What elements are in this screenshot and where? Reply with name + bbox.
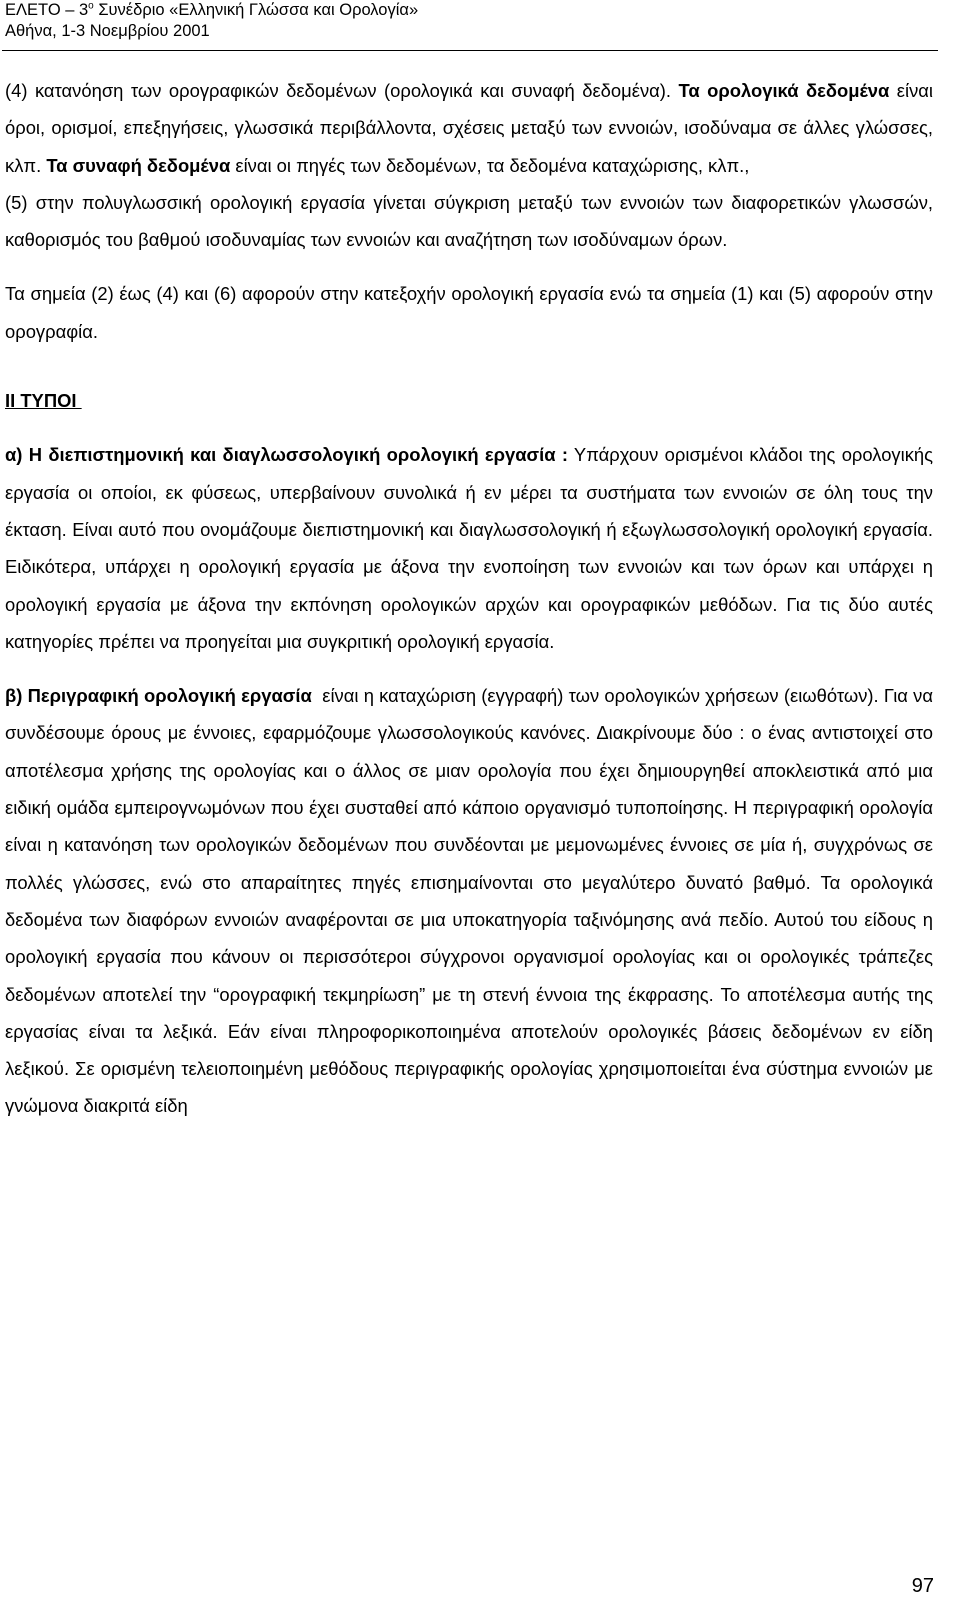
paragraph-item-5: (5) στην πολυγλωσσική ορολογική εργασία γίνεται σύγκριση μεταξύ των εννοιών των διαφορετικών γλωσσών, καθορισμός του βαθμού ισοδυναμίας των εννοιών και αναζήτηση των ισοδύναμων όρων. <box>5 191 933 251</box>
conference-title: ΕΛΕΤΟ – $3^o$ Συνέδριο «Ελληνική Γλώσσα και Ορολογία» <box>5 0 419 19</box>
conference-date: Αθήνα, 1-3 Νοεμβρίου 2001 <box>5 22 210 40</box>
bold-term-related-data: Τα συναφή δεδομένα <box>46 154 231 176</box>
paragraph-section-b: β) Περιγραφική ορολογική εργασία είναι η καταχώριση (εγγραφή) των ορολογικών χρήσεων (ειωθότων). Για να συνδέσουμε όρους με έννοιες, εφαρμόζουμε γλωσσολογικούς κανόνες. Διακρίνουμε δύο : ο ένας αντιστοιχεί στο αποτέλεσμα χρήσης της ορολογίας και ο άλλος σε μιαν ορολογία που έχει δημιουργηθεί αποκλειστικά από μια ειδική ομάδα εμπειρογνωμόνων που έχει συσταθεί από κάποιο οργανισμό τυποποίησης. Η περιγραφική ορολογία είναι η κατανόηση των ορολογικών δεδομένων που συνδέονται με μεμονωμένες έννοιες σε μία ή, συγχρόνως σε πολλές γλώσσες, ενώ στο απαραίτητες πηγές επισημαίνονται στο μεγαλύτερο δυνατό βαθμό. Τα ορολογικά δεδομένα των διαφόρων εννοιών αναφέρονται σε μια υποκατηγορία ταξινόμησης ανά πεδίο. Αυτού του είδους η ορολογική εργασία που κάνουν οι περισσότεροι σύγχρονοι οργανισμοί ορολογίας και οι ορολογικές τράπεζες δεδομένων αποτελεί την “ορογραφική τεκμηρίωση” με τη στενή έννοια της έκφρασης. Το αποτέλεσμα αυτής της εργασίας είναι τα λεξικά. Εάν είναι πληροφορικοποιημένα αποτελούν ορολογικές βάσεις δεδομένων εν είδη λεξικού. Σε ορισμένη τελειοποιημένη μεθόδους περιγραφικής ορολογίας χρησιμοποιείται ένα σύστημα εννοιών με γνώμονα διακριτά είδη <box>5 685 939 1117</box>
document-body <box>5 72 939 1125</box>
page-number: 97 <box>911 1575 934 1597</box>
bold-term-terminological-data: Τα ορολογικά δεδομένα <box>678 80 890 101</box>
paragraph-item-4: (4) κατανόηση των ορογραφικών δεδομένων (ορολογικά και συναφή δεδομένα). Τα ορολογικά δεδομένα είναι όροι, ορισμοί, επεξηγήσεις, γλωσσικά περιβάλλοντα, σχέσεις μεταξύ των εννοιών, ισοδύναμα σε άλλες γλώσσες, κλπ. Τα συναφή δεδομένα είναι οι πηγές των δεδομένων, τα δεδομένα καταχώρισης, κλπ., <box>5 80 933 176</box>
section-heading-types: II ΤΥΠΟΙ <box>5 390 82 412</box>
page-header <box>5 0 945 42</box>
paragraph-section-a: α) Η διεπιστημονική και διαγλωσσολογική ορολογική εργασία : Υπάρχουν ορισμένοι κλάδοι της ορολογικής εργασία οι οποίοι, εκ φύσεως, υπερβαίνουν συνολικά ή εν μέρει τα συστήματα των εννοιών σε όλη τους την έκταση. Είναι αυτό που ονομάζουμε διεπιστημονική και διαγλωσσολογική ή εξωγλωσσολογική ορολογική εργασία. Ειδικότερα, υπάρχει η ορολογική εργασία με άξονα την ενοποίηση των εννοιών και των όρων και υπάρχει η ορολογική εργασία με άξονα την εκπόνηση ορολογικών αρχών και ορογραφικών μεθόδων. Για τις δύο αυτές κατηγορίες πρέπει να προηγείται μια συγκριτική ορολογική εργασία. <box>5 444 933 652</box>
header-divider <box>2 50 938 51</box>
paragraph-summary: Τα σημεία (2) έως (4) και (6) αφορούν στην κατεξοχήν ορολογική εργασία ενώ τα σημεία (1) και (5) αφορούν στην ορογραφία. <box>5 283 933 342</box>
ordinal-superscript: ο <box>88 0 94 12</box>
section-b-title: β) Περιγραφική ορολογική εργασία <box>5 685 312 707</box>
section-a-title: α) Η διεπιστημονική και διαγλωσσολογική ορολογική εργασία : <box>5 444 568 466</box>
